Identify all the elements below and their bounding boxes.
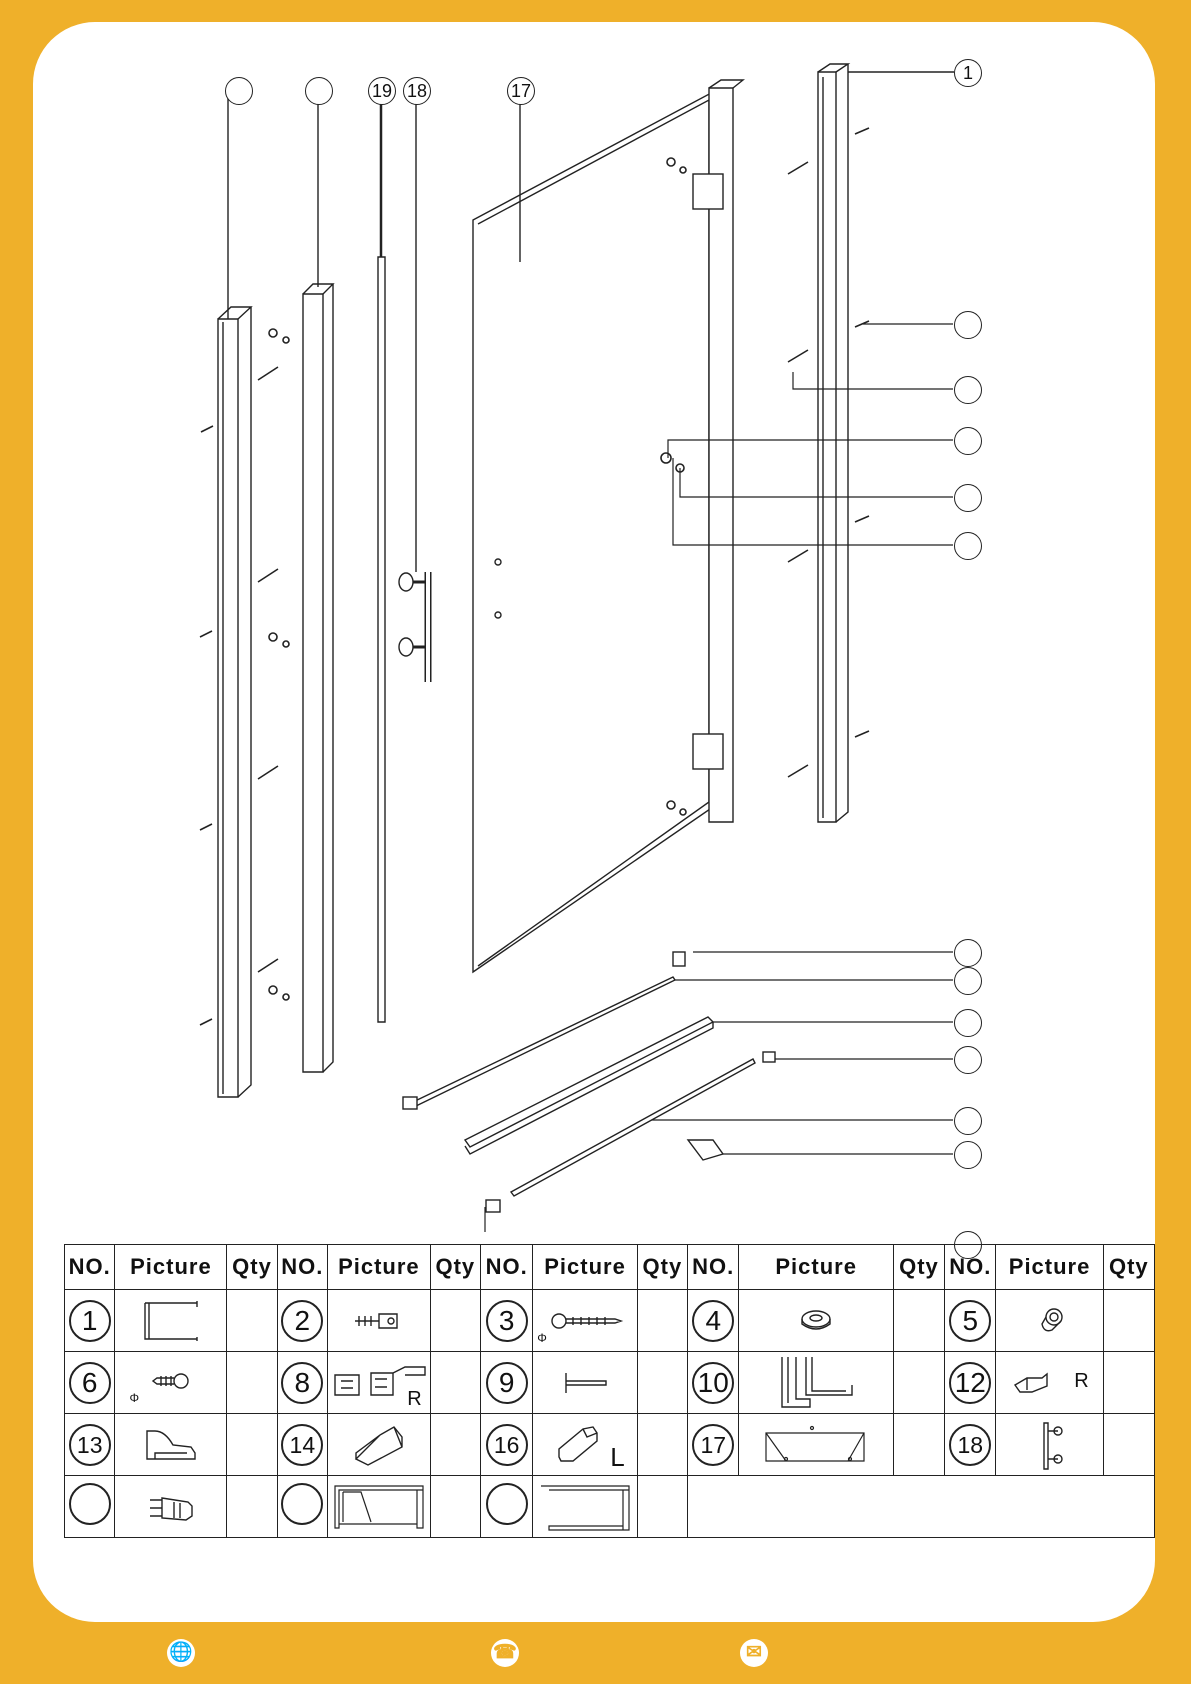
t-bar-icon (560, 1370, 610, 1396)
part-no (65, 1476, 115, 1538)
label-blank (305, 77, 333, 105)
part-picture (115, 1352, 227, 1414)
label-19: 19 (368, 77, 396, 105)
part-number: 2 (281, 1300, 323, 1342)
wall-plug-icon (351, 1306, 407, 1336)
label-blank (954, 311, 982, 339)
bushing-icon (1034, 1306, 1066, 1336)
part-picture (996, 1290, 1103, 1352)
part-number: 13 (69, 1424, 111, 1466)
header-qty: Qty (1103, 1245, 1154, 1290)
part-qty (227, 1414, 277, 1476)
channel-profile-icon (776, 1355, 856, 1411)
part-qty (1103, 1352, 1154, 1414)
part-qty (430, 1476, 480, 1538)
frame-rail-icon (537, 1482, 633, 1532)
door-stop-icon (352, 1423, 406, 1467)
part-no (945, 1352, 996, 1414)
part-picture (328, 1476, 431, 1538)
header-picture: Picture (533, 1245, 637, 1290)
part-number: 6 (69, 1362, 111, 1404)
wall-profile-icon (141, 1299, 201, 1343)
part-no (480, 1290, 532, 1352)
footer-bar (0, 1625, 1191, 1684)
part-picture (533, 1352, 637, 1414)
part-no (688, 1290, 739, 1352)
mail-icon: ✉ (740, 1639, 768, 1667)
part-no (945, 1414, 996, 1476)
handle (399, 87, 428, 682)
part-qty (637, 1290, 687, 1352)
part-no (480, 1414, 532, 1476)
right-marker: R (407, 1388, 422, 1410)
part-number (69, 1483, 111, 1525)
label-blank (954, 532, 982, 560)
header-picture: Picture (115, 1245, 227, 1290)
header-no: NO. (277, 1245, 327, 1290)
part-qty (227, 1352, 277, 1414)
seal-strip (378, 87, 385, 1022)
table-row (65, 1414, 1155, 1476)
left-wall-profile (218, 87, 251, 1097)
part-qty (893, 1352, 944, 1414)
parts-table (64, 1244, 1155, 1538)
part-no (688, 1414, 739, 1476)
part-number (281, 1483, 323, 1525)
label-blank (954, 939, 982, 967)
exploded-diagram (33, 22, 1155, 1232)
part-no (277, 1414, 327, 1476)
header-picture: Picture (996, 1245, 1103, 1290)
diameter-symbol: Φ (129, 1391, 140, 1405)
part-number: 5 (949, 1300, 991, 1342)
header-qty: Qty (893, 1245, 944, 1290)
header-qty: Qty (430, 1245, 480, 1290)
header-qty: Qty (637, 1245, 687, 1290)
part-no (480, 1476, 532, 1538)
left-fixings (200, 329, 289, 1025)
part-picture (739, 1352, 893, 1414)
part-picture (533, 1414, 637, 1476)
label-blank (954, 427, 982, 455)
label-blank (225, 77, 253, 105)
long-screw-icon (545, 1309, 625, 1333)
diameter-symbol: Φ (537, 1331, 547, 1345)
part-no (277, 1476, 327, 1538)
manual-page (33, 22, 1155, 1622)
part-number: 14 (281, 1424, 323, 1466)
header-picture: Picture (739, 1245, 893, 1290)
label-blank (954, 1046, 982, 1074)
part-qty (893, 1290, 944, 1352)
table-row (65, 1290, 1155, 1352)
part-picture (328, 1414, 431, 1476)
part-picture (739, 1414, 893, 1476)
glass-panel (473, 87, 713, 972)
part-number: 17 (692, 1424, 734, 1466)
part-no (277, 1352, 327, 1414)
part-number: 4 (692, 1300, 734, 1342)
right-wall-profile (818, 64, 954, 822)
part-qty (637, 1414, 687, 1476)
part-no (945, 1290, 996, 1352)
label-blank (954, 376, 982, 404)
header-no: NO. (688, 1245, 739, 1290)
connector-clip-icon (1012, 1370, 1052, 1396)
part-picture (328, 1352, 431, 1414)
left-marker: L (610, 1442, 625, 1472)
part-picture (115, 1414, 227, 1476)
part-picture (996, 1414, 1103, 1476)
part-picture (533, 1476, 637, 1538)
label-blank (954, 967, 982, 995)
header-no: NO. (480, 1245, 532, 1290)
part-number: 16 (486, 1424, 528, 1466)
label-blank (954, 1141, 982, 1169)
part-number: 12 (949, 1362, 991, 1404)
part-picture (115, 1476, 227, 1538)
left-inner-profile (303, 87, 333, 1072)
table-header-row (65, 1245, 1155, 1290)
part-number: 18 (949, 1424, 991, 1466)
glass-panel-icon (764, 1423, 868, 1467)
part-picture (115, 1290, 227, 1352)
handle-icon (1030, 1417, 1070, 1473)
part-number: 1 (69, 1300, 111, 1342)
part-no (65, 1290, 115, 1352)
right-marker: R (1074, 1370, 1089, 1392)
part-qty (227, 1476, 277, 1538)
header-qty: Qty (227, 1245, 277, 1290)
part-no (65, 1414, 115, 1476)
part-qty (430, 1352, 480, 1414)
label-blank (954, 1107, 982, 1135)
part-number: 10 (692, 1362, 734, 1404)
part-picture (996, 1352, 1103, 1414)
label-18: 18 (403, 77, 431, 105)
part-qty (893, 1414, 944, 1476)
part-picture (739, 1290, 893, 1352)
seal-clip-icon (146, 1492, 196, 1522)
part-qty (430, 1290, 480, 1352)
part-no (688, 1352, 739, 1414)
short-screw-icon (149, 1369, 193, 1397)
label-blank (954, 484, 982, 512)
part-qty (430, 1414, 480, 1476)
part-qty (227, 1290, 277, 1352)
bottom-rails (403, 952, 775, 1212)
part-picture (328, 1290, 431, 1352)
header-picture: Picture (328, 1245, 431, 1290)
part-no (65, 1352, 115, 1414)
part-qty (637, 1476, 687, 1538)
empty-cell (688, 1476, 1155, 1538)
part-no (277, 1290, 327, 1352)
header-no: NO. (945, 1245, 996, 1290)
table-row (65, 1352, 1155, 1414)
part-number: 3 (486, 1300, 528, 1342)
phone-icon: ☎ (491, 1639, 519, 1667)
part-number (486, 1483, 528, 1525)
washer-cap-icon (796, 1307, 836, 1335)
part-qty (1103, 1290, 1154, 1352)
label-1: 1 (954, 59, 982, 87)
table-row (65, 1476, 1155, 1538)
label-blank (954, 1009, 982, 1037)
part-no (480, 1352, 532, 1414)
globe-icon: 🌐 (167, 1639, 195, 1667)
part-qty (1103, 1414, 1154, 1476)
part-number: 8 (281, 1362, 323, 1404)
glass-frame-icon (331, 1482, 427, 1532)
end-cap-l-icon (553, 1423, 603, 1467)
end-cap-icon (143, 1427, 199, 1463)
part-number: 9 (486, 1362, 528, 1404)
part-qty (637, 1352, 687, 1414)
label-17: 17 (507, 77, 535, 105)
header-no: NO. (65, 1245, 115, 1290)
part-picture (533, 1290, 637, 1352)
